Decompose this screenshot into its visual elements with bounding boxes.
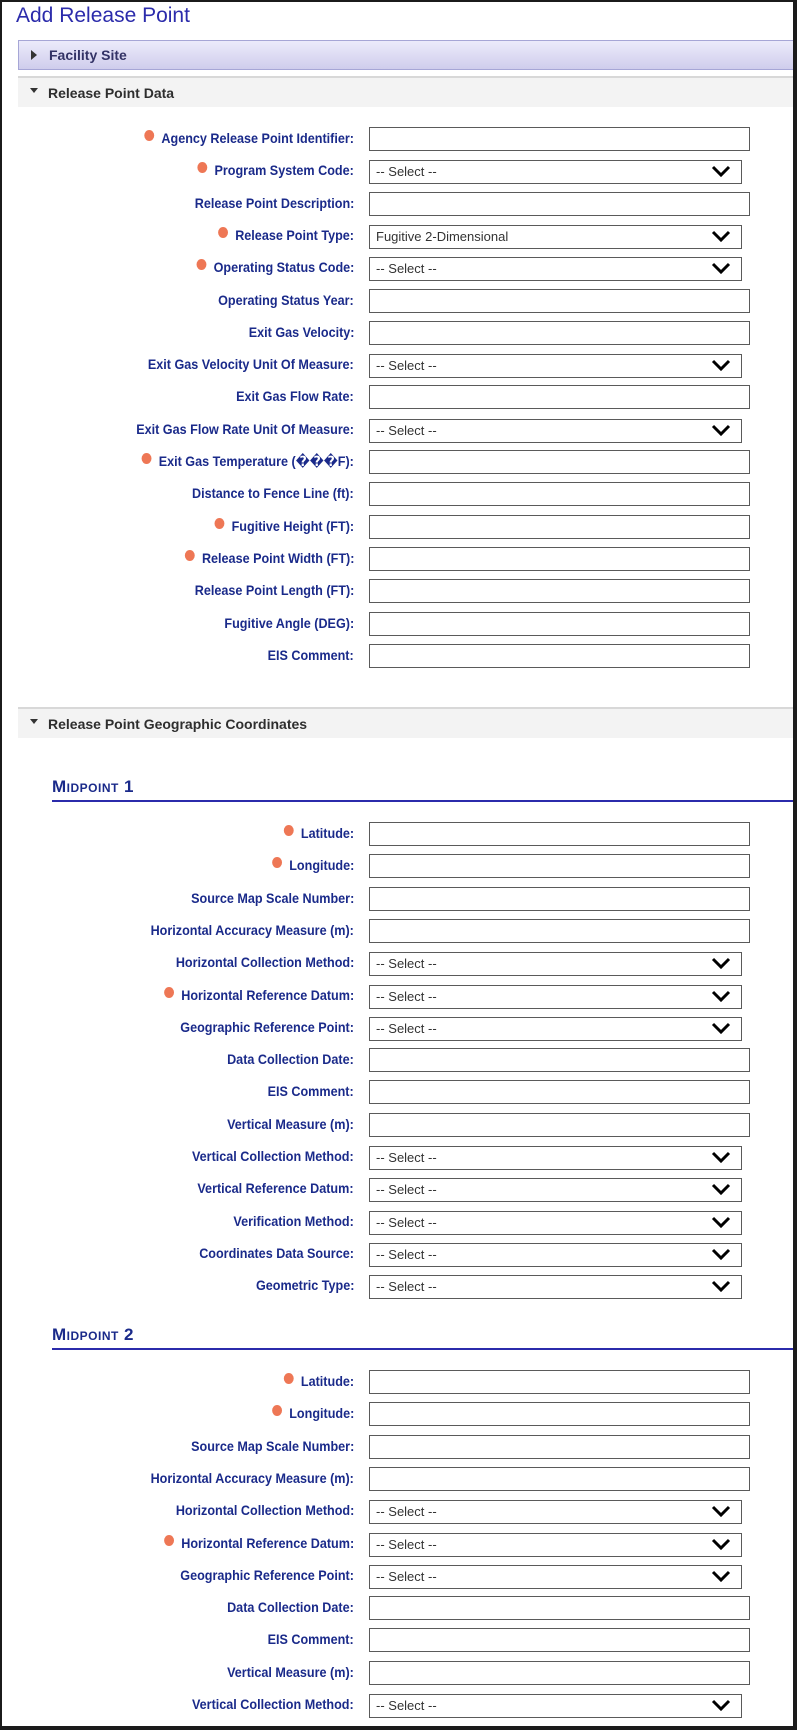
rpd-eis-comment-row [2, 644, 792, 670]
midpoint-2-heading: Midpoint 2 [52, 1322, 793, 1350]
mp2-source-map-scale-number-input[interactable] [369, 1435, 750, 1459]
mp1-vertical-reference-datum-select[interactable] [369, 1178, 742, 1202]
mp1-coordinates-data-source-select[interactable] [369, 1243, 742, 1267]
mp2-horizontal-accuracy-measure-m-label [151, 1470, 354, 1486]
required-indicator-icon [184, 550, 194, 561]
rpd-release-point-type-selected-value: Fugitive 2-Dimensional [376, 228, 509, 244]
rpd-exit-gas-temperature-f-input[interactable] [369, 450, 750, 474]
rpd-exit-gas-temperature-f-label-text: Exit Gas Temperature (���F): [158, 453, 354, 469]
mp1-latitude-label [284, 825, 354, 841]
rpd-release-point-description-label-text: Release Point Description: [194, 194, 354, 211]
mp1-horizontal-accuracy-measure-m-input[interactable] [369, 919, 750, 943]
required-indicator-icon [164, 987, 174, 998]
caret-down-icon [30, 719, 38, 724]
mp2-horizontal-accuracy-measure-m-row [2, 1467, 792, 1493]
rpd-distance-to-fence-line-ft-label [192, 485, 354, 501]
mp1-data-collection-date-label [227, 1051, 354, 1067]
mp2-geographic-reference-point-label-text: Geographic Reference Point: [180, 1566, 354, 1583]
chevron-down-icon [711, 1698, 731, 1712]
mp2-horizontal-accuracy-measure-m-label-text: Horizontal Accuracy Measure (m): [150, 1469, 354, 1486]
mp1-eis-comment-label-text: EIS Comment: [267, 1083, 354, 1100]
required-indicator-icon [142, 453, 152, 464]
mp1-eis-comment-row [2, 1080, 792, 1106]
chevron-down-icon [711, 956, 731, 970]
rpd-release-point-length-ft-label [194, 582, 354, 598]
caret-right-icon [31, 50, 37, 60]
chevron-down-icon [711, 261, 731, 275]
mp1-horizontal-accuracy-measure-m-row [2, 919, 792, 945]
release-point-data-title: Release Point Data [48, 84, 175, 101]
mp1-vertical-reference-datum-label-text: Vertical Reference Datum: [197, 1180, 354, 1197]
rpd-exit-gas-velocity-unit-of-measure-label-text: Exit Gas Velocity Unit Of Measure: [148, 356, 354, 373]
mp2-latitude-label [284, 1373, 354, 1389]
rpd-exit-gas-velocity-unit-of-measure-select[interactable] [369, 354, 742, 378]
rpd-exit-gas-velocity-label-text: Exit Gas Velocity: [248, 323, 354, 340]
mp1-longitude-input[interactable] [369, 854, 750, 878]
rpd-release-point-description-input[interactable] [369, 192, 750, 216]
rpd-eis-comment-input[interactable] [369, 644, 750, 668]
mp1-verification-method-label-text: Verification Method: [233, 1212, 354, 1229]
mp1-data-collection-date-label-text: Data Collection Date: [227, 1051, 354, 1068]
mp2-vertical-collection-method-label-text: Vertical Collection Method: [192, 1696, 354, 1712]
mp2-vertical-collection-method-select[interactable] [369, 1694, 742, 1718]
mp2-data-collection-date-label-text: Data Collection Date: [227, 1599, 354, 1616]
rpd-exit-gas-velocity-unit-of-measure-row [2, 353, 792, 379]
mp2-horizontal-collection-method-label-text: Horizontal Collection Method: [175, 1502, 354, 1519]
mp1-geometric-type-row [2, 1274, 792, 1300]
mp1-source-map-scale-number-input[interactable] [369, 887, 750, 911]
mp2-horizontal-reference-datum-selected-value: -- Select -- [376, 1536, 437, 1552]
chevron-down-icon [711, 1247, 731, 1261]
mp1-latitude-row [2, 822, 792, 848]
rpd-operating-status-code-selected-value: -- Select -- [376, 261, 437, 277]
required-indicator-icon [214, 518, 224, 529]
mp1-coordinates-data-source-row [2, 1242, 792, 1268]
mp2-horizontal-collection-method-row [2, 1499, 792, 1525]
mp1-horizontal-collection-method-select[interactable] [369, 952, 742, 976]
mp1-eis-comment-input[interactable] [369, 1080, 750, 1104]
mp1-vertical-measure-m-row [2, 1113, 792, 1139]
mp1-longitude-row [2, 854, 792, 880]
mp2-longitude-row [2, 1402, 792, 1428]
mp1-geometric-type-label-text: Geometric Type: [255, 1277, 354, 1294]
rpd-exit-gas-flow-rate-unit-of-measure-select[interactable] [369, 419, 742, 443]
rpd-program-system-code-label-text: Program System Code: [214, 162, 354, 179]
required-indicator-icon [284, 1373, 294, 1384]
rpd-distance-to-fence-line-ft-input[interactable] [369, 482, 750, 506]
mp2-vertical-collection-method-selected-value: -- Select -- [376, 1698, 437, 1713]
rpd-exit-gas-flow-rate-unit-of-measure-selected-value: -- Select -- [376, 422, 437, 438]
mp1-coordinates-data-source-label-text: Coordinates Data Source: [199, 1244, 354, 1261]
chevron-down-icon [711, 1569, 731, 1583]
rpd-release-point-description-row [2, 192, 792, 218]
mp1-eis-comment-label [268, 1083, 354, 1099]
chevron-down-icon [711, 164, 731, 178]
mp2-horizontal-collection-method-selected-value: -- Select -- [376, 1504, 437, 1520]
rpd-exit-gas-velocity-unit-of-measure-label [148, 356, 354, 372]
mp2-eis-comment-row [2, 1628, 792, 1654]
mp2-vertical-measure-m-input[interactable] [369, 1661, 750, 1685]
mp1-coordinates-data-source-selected-value: -- Select -- [376, 1246, 437, 1262]
chevron-down-icon [711, 1215, 731, 1229]
rpd-exit-gas-velocity-row [2, 321, 792, 347]
rpd-release-point-length-ft-input[interactable] [369, 579, 750, 603]
mp2-latitude-input[interactable] [369, 1370, 750, 1394]
mp1-vertical-reference-datum-selected-value: -- Select -- [376, 1182, 437, 1198]
facility-site-section-toggle[interactable] [18, 40, 793, 70]
rpd-agency-release-point-identifier-label [144, 130, 354, 146]
mp2-horizontal-collection-method-label [176, 1502, 354, 1518]
rpd-release-point-description-label [194, 195, 354, 211]
mp1-verification-method-selected-value: -- Select -- [376, 1214, 437, 1230]
mp1-source-map-scale-number-label-text: Source Map Scale Number: [190, 889, 354, 906]
rpd-fugitive-height-ft-input[interactable] [369, 515, 750, 539]
mp2-source-map-scale-number-label-text: Source Map Scale Number: [190, 1437, 354, 1454]
required-indicator-icon [198, 162, 208, 173]
mp1-vertical-collection-method-label-text: Vertical Collection Method: [192, 1148, 354, 1164]
mp2-vertical-measure-m-label-text: Vertical Measure (m): [227, 1663, 354, 1680]
rpd-operating-status-code-label-text: Operating Status Code: [213, 259, 354, 276]
mp1-verification-method-row [2, 1210, 792, 1236]
mp2-vertical-measure-m-row [2, 1661, 792, 1687]
required-indicator-icon [284, 825, 294, 836]
mp2-eis-comment-label-text: EIS Comment: [267, 1631, 354, 1648]
mp2-data-collection-date-label [227, 1599, 354, 1615]
mp1-horizontal-reference-datum-label-text: Horizontal Reference Datum: [181, 986, 354, 1003]
chevron-down-icon [711, 1150, 731, 1164]
chevron-down-icon [711, 1504, 731, 1518]
required-indicator-icon [196, 259, 206, 270]
mp1-data-collection-date-row [2, 1048, 792, 1074]
mp1-source-map-scale-number-row [2, 887, 792, 913]
mp1-geographic-reference-point-selected-value: -- Select -- [376, 1020, 437, 1036]
mp1-latitude-input[interactable] [369, 822, 750, 846]
rpd-release-point-type-select[interactable] [369, 225, 742, 249]
mp2-horizontal-reference-datum-select[interactable] [369, 1533, 742, 1557]
facility-site-label: Facility Site [49, 47, 127, 63]
mp1-horizontal-accuracy-measure-m-label [151, 922, 354, 938]
mp1-horizontal-collection-method-selected-value: -- Select -- [376, 956, 437, 972]
mp1-longitude-label [272, 857, 354, 873]
mp2-source-map-scale-number-row [2, 1435, 792, 1461]
mp1-vertical-collection-method-selected-value: -- Select -- [376, 1150, 437, 1165]
rpd-operating-status-year-row [2, 289, 792, 315]
mp1-horizontal-reference-datum-row [2, 984, 792, 1010]
rpd-exit-gas-flow-rate-unit-of-measure-row [2, 418, 792, 444]
rpd-operating-status-year-input[interactable] [369, 289, 750, 313]
rpd-exit-gas-flow-rate-unit-of-measure-label [136, 421, 354, 437]
form-window [2, 2, 793, 1726]
mp1-geographic-reference-point-row [2, 1016, 792, 1042]
mp1-verification-method-label [234, 1213, 354, 1229]
mp2-geographic-reference-point-row [2, 1564, 792, 1590]
required-indicator-icon [272, 1405, 282, 1416]
mp1-geographic-reference-point-select[interactable] [369, 1017, 742, 1041]
mp1-geometric-type-select[interactable] [369, 1275, 742, 1299]
chevron-down-icon [711, 358, 731, 372]
rpd-operating-status-code-label [196, 259, 354, 275]
mp2-latitude-label-text: Latitude: [300, 1373, 354, 1389]
rpd-fugitive-height-ft-row [2, 515, 792, 541]
mp1-horizontal-collection-method-row [2, 951, 792, 977]
mp1-verification-method-select[interactable] [369, 1211, 742, 1235]
mp2-horizontal-collection-method-select[interactable] [369, 1500, 742, 1524]
release-point-data-header[interactable] [18, 76, 793, 107]
midpoint-1-heading: Midpoint 1 [52, 774, 793, 802]
mp2-eis-comment-input[interactable] [369, 1628, 750, 1652]
rpd-eis-comment-label [268, 647, 354, 663]
rpd-release-point-type-row [2, 224, 792, 250]
chevron-down-icon [711, 989, 731, 1003]
mp2-data-collection-date-input[interactable] [369, 1596, 750, 1620]
rpd-release-point-length-ft-row [2, 579, 792, 605]
rpd-exit-gas-flow-rate-input[interactable] [369, 385, 750, 409]
mp1-horizontal-accuracy-measure-m-label-text: Horizontal Accuracy Measure (m): [150, 921, 354, 938]
rpd-operating-status-code-select[interactable] [369, 257, 742, 281]
rpd-release-point-type-label-text: Release Point Type: [235, 226, 354, 243]
rpd-fugitive-angle-deg-row [2, 612, 792, 638]
rpd-exit-gas-temperature-f-label [142, 453, 354, 470]
chevron-down-icon [711, 1537, 731, 1551]
rpd-exit-gas-flow-rate-unit-of-measure-label-text: Exit Gas Flow Rate Unit Of Measure: [136, 420, 354, 437]
mp2-vertical-measure-m-label [227, 1664, 354, 1680]
required-indicator-icon [218, 227, 228, 238]
rpd-exit-gas-flow-rate-label [236, 388, 354, 404]
mp2-longitude-label-text: Longitude: [288, 1405, 354, 1422]
rpd-operating-status-year-label [218, 292, 354, 308]
required-indicator-icon [144, 130, 154, 141]
mp1-vertical-measure-m-input[interactable] [369, 1113, 750, 1137]
rpd-program-system-code-select[interactable] [369, 160, 742, 184]
rpd-fugitive-angle-deg-input[interactable] [369, 612, 750, 636]
geographic-coordinates-header[interactable] [18, 707, 793, 738]
rpd-exit-gas-flow-rate-label-text: Exit Gas Flow Rate: [236, 388, 354, 405]
caret-down-icon [30, 88, 38, 93]
required-indicator-icon [272, 857, 282, 868]
mp1-horizontal-collection-method-label-text: Horizontal Collection Method: [175, 954, 354, 971]
mp1-geometric-type-label [256, 1277, 354, 1293]
rpd-distance-to-fence-line-ft-label-text: Distance to Fence Line (ft): [192, 485, 354, 502]
mp1-horizontal-reference-datum-label [164, 987, 354, 1003]
mp2-geographic-reference-point-select[interactable] [369, 1565, 742, 1589]
mp2-horizontal-reference-datum-label [164, 1535, 354, 1551]
mp1-vertical-measure-m-label-text: Vertical Measure (m): [227, 1115, 354, 1132]
rpd-agency-release-point-identifier-row [2, 127, 792, 153]
rpd-exit-gas-temperature-f-row [2, 450, 792, 476]
rpd-agency-release-point-identifier-label-text: Agency Release Point Identifier: [161, 130, 354, 146]
mp2-longitude-label [272, 1405, 354, 1421]
mp2-vertical-collection-method-row [2, 1693, 792, 1719]
mp2-source-map-scale-number-label [191, 1438, 354, 1454]
mp2-data-collection-date-row [2, 1596, 792, 1622]
mp2-latitude-row [2, 1370, 792, 1396]
required-indicator-icon [164, 1535, 174, 1546]
mp1-longitude-label-text: Longitude: [288, 857, 354, 874]
mp1-vertical-collection-method-label [192, 1148, 354, 1164]
chevron-down-icon [711, 1182, 731, 1196]
rpd-release-point-width-ft-row [2, 547, 792, 573]
mp1-vertical-reference-datum-label [198, 1180, 354, 1196]
rpd-operating-status-code-row [2, 256, 792, 282]
rpd-release-point-width-ft-label [184, 550, 354, 566]
chevron-down-icon [711, 423, 731, 437]
rpd-release-point-width-ft-input[interactable] [369, 547, 750, 571]
mp2-horizontal-reference-datum-row [2, 1532, 792, 1558]
mp1-vertical-collection-method-select[interactable] [369, 1146, 742, 1170]
mp2-horizontal-accuracy-measure-m-input[interactable] [369, 1467, 750, 1491]
mp1-coordinates-data-source-label [199, 1245, 354, 1261]
rpd-exit-gas-velocity-unit-of-measure-selected-value: -- Select -- [376, 358, 437, 374]
rpd-fugitive-height-ft-label [214, 518, 354, 534]
chevron-down-icon [711, 1021, 731, 1035]
rpd-exit-gas-flow-rate-row [2, 385, 792, 411]
mp1-vertical-measure-m-label [227, 1116, 354, 1132]
rpd-exit-gas-velocity-label [248, 324, 354, 340]
rpd-fugitive-height-ft-label-text: Fugitive Height (FT): [231, 517, 354, 534]
mp1-geographic-reference-point-label-text: Geographic Reference Point: [180, 1018, 354, 1035]
chevron-down-icon [711, 1279, 731, 1293]
page-title: Add Release Point [16, 4, 190, 27]
mp1-geographic-reference-point-label [180, 1019, 354, 1035]
mp2-eis-comment-label [268, 1631, 354, 1647]
mp2-vertical-collection-method-label [192, 1696, 354, 1712]
mp1-horizontal-reference-datum-selected-value: -- Select -- [376, 988, 437, 1004]
rpd-program-system-code-row [2, 159, 792, 185]
mp1-horizontal-reference-datum-select[interactable] [369, 985, 742, 1009]
chevron-down-icon [711, 229, 731, 243]
rpd-exit-gas-velocity-input[interactable] [369, 321, 750, 345]
mp2-geographic-reference-point-label [180, 1567, 354, 1583]
rpd-release-point-type-label [218, 227, 354, 243]
mp2-longitude-input[interactable] [369, 1402, 750, 1426]
rpd-eis-comment-label-text: EIS Comment: [267, 646, 354, 663]
rpd-program-system-code-selected-value: -- Select -- [376, 164, 437, 180]
rpd-agency-release-point-identifier-input[interactable] [369, 127, 750, 151]
mp1-vertical-collection-method-row [2, 1145, 792, 1171]
rpd-program-system-code-label [198, 162, 354, 178]
mp2-geographic-reference-point-selected-value: -- Select -- [376, 1568, 437, 1584]
rpd-release-point-width-ft-label-text: Release Point Width (FT): [201, 549, 354, 566]
mp1-source-map-scale-number-label [191, 890, 354, 906]
mp1-data-collection-date-input[interactable] [369, 1048, 750, 1072]
mp1-horizontal-collection-method-label [176, 954, 354, 970]
rpd-fugitive-angle-deg-label [224, 615, 354, 631]
mp1-latitude-label-text: Latitude: [300, 825, 354, 841]
mp1-vertical-reference-datum-row [2, 1177, 792, 1203]
geographic-coordinates-title: Release Point Geographic Coordinates [48, 715, 308, 732]
rpd-distance-to-fence-line-ft-row [2, 482, 792, 508]
rpd-fugitive-angle-deg-label-text: Fugitive Angle (DEG): [224, 614, 354, 631]
mp2-horizontal-reference-datum-label-text: Horizontal Reference Datum: [181, 1534, 354, 1551]
rpd-operating-status-year-label-text: Operating Status Year: [218, 291, 354, 308]
mp1-geometric-type-selected-value: -- Select -- [376, 1279, 437, 1295]
rpd-release-point-length-ft-label-text: Release Point Length (FT): [194, 582, 354, 599]
